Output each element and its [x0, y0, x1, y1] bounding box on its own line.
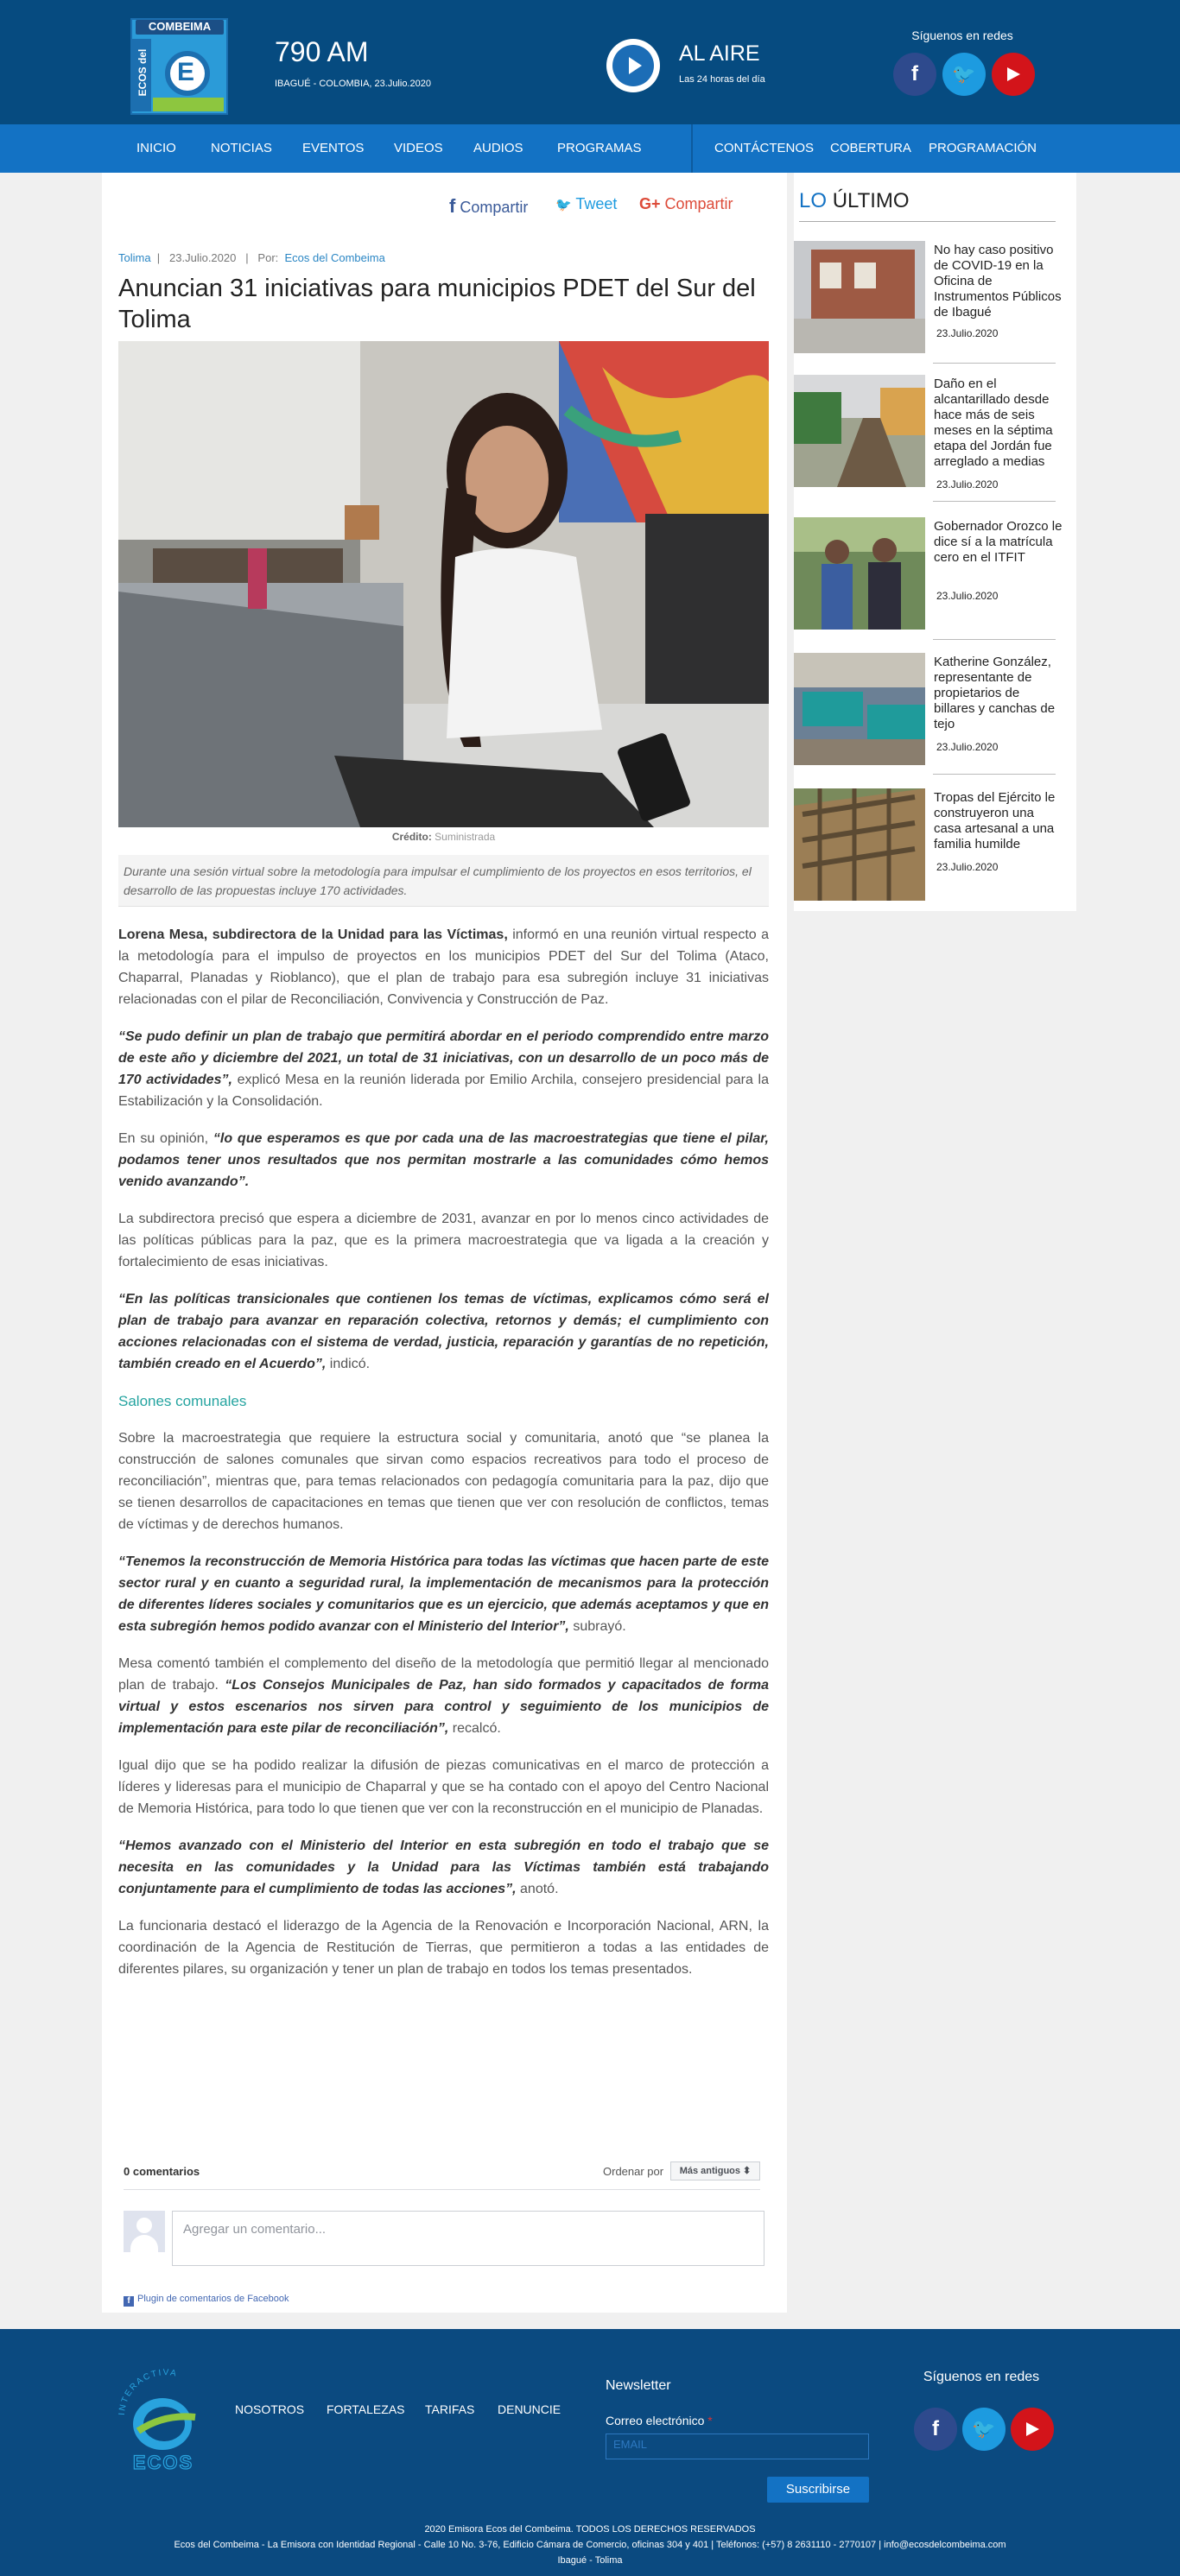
news-title[interactable]: Gobernador Orozco le dice sí a la matrícula cero en el ITFIT — [934, 519, 1063, 565]
nav-contactenos[interactable]: CONTÁCTENOS — [714, 141, 815, 155]
paragraph: En su opinión, “lo que esperamos es que por cada una de las macroestrategias que tiene el pilar, podamos tener unos resultados que nos permitan mostrarle a las comunidades cómo hemos venido avanzando”. — [118, 1131, 770, 1189]
share-google-button[interactable]: G+ Compartir — [639, 195, 733, 212]
facebook-icon[interactable]: f — [893, 53, 936, 96]
address-line: Ecos del Combeima - La Emisora con Identidad Regional - Calle 10 No. 3-76, Edificio Cámara de Comercio, oficinas 304 y 401 | Teléfonos: (+57) 8 2631110 - 2770107 | info@ecosdelcombeima.com — [174, 2540, 1006, 2550]
nav-cobertura[interactable]: COBERTURA — [830, 141, 911, 155]
follow-us-label: Síguenos en redes — [911, 28, 1013, 42]
latest-divider — [799, 221, 1056, 222]
news-date: 23.Julio.2020 — [936, 327, 999, 339]
paragraph: Sobre la macroestrategia que requiere la estructura social y comunitaria, anotó que “se planea la construcción de salones comunales que sirvan como espacios recreativos para todo el proceso de reconciliación”, mientras que, para temas relacionados con pedagogía comunitaria para la paz, dijo que se tienen desarrollos de capacitaciones en temas que tienen que ver con resolución de conflictos, temas de víctimas y de derechos humanos. — [118, 1431, 769, 1532]
paragraph: “Hemos avanzado con el Ministerio del Interior en esta subregión en todo el trabajo que se necesita en las comunidades y la Unidad para las Víctimas también está trabajando conjuntamente para el cumplimiento de todas las acciones”, anotó. — [118, 1839, 769, 1896]
on-air-subtitle: Las 24 horas del día — [679, 74, 765, 85]
news-thumbnail[interactable] — [794, 653, 925, 765]
news-divider — [933, 774, 1056, 775]
logo-side-text: ECOS del — [136, 48, 149, 97]
paragraph: Lorena Mesa, subdirectora de la Unidad para las Víctimas, informó en una reunión virtual respecto a la metodología para el impulso de proyectos en los municipios PDET del Sur del Tolima (Ataco, Chaparral, Planadas y Rioblanco), que el plan de trabajo para esa subregión incluye 31 iniciativas relacionadas con el pilar de Reconciliación, Convivencia y Construcción de Paz. — [118, 927, 769, 1007]
facebook-share-icon: f — [449, 195, 456, 217]
comment-input[interactable]: Agregar un comentario... — [172, 2211, 764, 2266]
article-author[interactable]: Ecos del Combeima — [284, 251, 385, 264]
facebook-small-icon: f — [124, 2296, 134, 2307]
latest-heading: LO ÚLTIMO — [799, 189, 910, 212]
on-air-label[interactable]: AL AIRE — [679, 41, 760, 66]
news-date: 23.Julio.2020 — [936, 741, 999, 753]
latest-item[interactable] — [794, 653, 1062, 774]
city-line: Ibagué - Tolima — [557, 2555, 623, 2566]
paragraph: “En las políticas transicionales que contienen los temas de víctimas, explicamos cómo será el plan de trabajo para avanzar en reparación colectiva, retornos y demás; el cumplimiento con acciones relacionadas con el sistema de verdad, justicia, reparación y garantías de no repetición, también creado en el Acuerdo”, indicó. — [118, 1292, 769, 1371]
news-title[interactable]: No hay caso positivo de COVID-19 en la Oficina de Instrumentos Públicos de Ibagué — [934, 243, 1062, 320]
news-title[interactable]: Katherine González, representante de propietarios de billares y canchas de tejo — [934, 655, 1056, 731]
news-date: 23.Julio.2020 — [936, 861, 999, 873]
share-twitter-button[interactable]: 🐦 Tweet — [555, 195, 618, 212]
location-date: IBAGUÉ - COLOMBIA, 23.Julio.2020 — [275, 79, 431, 89]
article-date: 23.Julio.2020 — [169, 251, 237, 264]
nav-eventos[interactable]: EVENTOS — [302, 141, 365, 155]
nav-divider — [691, 124, 693, 173]
latest-item[interactable] — [794, 517, 1062, 638]
play-icon — [629, 57, 642, 74]
paragraph: “Tenemos la reconstrucción de Memoria Histórica para todas las víctimas que hacen parte de este sector rural y en cuanto a seguridad rural, la implementación de mecanismos para la protección de diferentes líderes sociales y comunitarios que es un ejercicio, que además aceptamos y que en esta subregión hemos podido avanzar con el Ministerio del Interior”, subrayó. — [118, 1554, 769, 1634]
news-title[interactable]: Tropas del Ejército le construyeron una casa artesanal a una familia humilde — [934, 790, 1056, 851]
footer-copyright — [0, 2522, 1180, 2568]
article-meta: Tolima | 23.Julio.2020 | Por: Ecos del Combeima — [118, 251, 385, 264]
news-title[interactable]: Daño en el alcantarillado desde hace más de seis meses en la séptima etapa del Jordán fue arreglado a medias — [934, 377, 1053, 469]
footer-logo[interactable] — [112, 2362, 214, 2474]
logo-emblem-icon — [165, 51, 210, 96]
nav-videos[interactable]: VIDEOS — [394, 141, 443, 155]
logo-side — [132, 39, 151, 111]
comment-count: 0 comentarios — [124, 2165, 200, 2178]
footer-facebook-icon[interactable]: f — [914, 2408, 957, 2451]
footer-nav-nosotros[interactable]: NOSOTROS — [235, 2402, 305, 2416]
footer-nav-denuncie[interactable]: DENUNCIE — [498, 2402, 561, 2416]
facebook-comments-plugin-link[interactable]: f Plugin de comentarios de Facebook — [124, 2294, 289, 2307]
logo-top-text: COMBEIMA — [136, 20, 224, 35]
footer-nav-fortalezas[interactable]: FORTALEZAS — [327, 2402, 405, 2416]
news-divider — [933, 639, 1056, 640]
paragraph: La funcionaria destacó el liderazgo de la Agencia de la Renovación e Incorporación Nacional, ARN, la coordinación de la Agencia de Restitución de Tierras, que permitieron a todas a las entidades de diferentes pilares, su organización y tener un plan de trabajo en todos los temas presentados. — [118, 1919, 769, 1977]
station-frequency: 790 AM — [275, 36, 369, 67]
news-thumbnail[interactable] — [794, 241, 925, 353]
nav-programas[interactable]: PROGRAMAS — [557, 141, 642, 155]
nav-audios[interactable]: AUDIOS — [473, 141, 523, 155]
footer-twitter-icon[interactable]: 🐦 — [962, 2408, 1006, 2451]
paragraph: La subdirectora precisó que espera a diciembre de 2031, avanzar en por lo menos cinco actividades de las políticas públicas para la paz, que es la primera macroestrategia que va ligada a la creación y fortalecimiento de esas iniciativas. — [118, 1212, 769, 1269]
article-category[interactable]: Tolima — [118, 251, 151, 264]
footer-logo-text: ECOS — [132, 2452, 194, 2473]
paragraph: Igual dijo que se ha podido realizar la difusión de piezas comunicativas en el marco de protección a líderes y lideresas para el municipio de Chaparral y que se ha contado con el apoyo del Centro Nacional de Memoria Histórica, para todo lo que tienen que ver con la reconstrucción en el municipio de Planadas. — [118, 1758, 769, 1816]
article-title: Anuncian 31 iniciativas para municipios PDET del Sur del Tolima — [118, 275, 756, 333]
footer-nav-tarifas[interactable]: TARIFAS — [425, 2402, 475, 2416]
email-label: Correo electrónico * — [606, 2414, 713, 2427]
subscribe-button[interactable]: Suscribirse — [767, 2477, 869, 2503]
nav-programacion[interactable]: PROGRAMACIÓN — [929, 141, 1037, 155]
footer-youtube-icon[interactable] — [1011, 2408, 1054, 2451]
photo-illustration — [118, 341, 769, 827]
subheading: Salones comunales — [118, 1393, 247, 1409]
footer-logo-arc-text: INTERACTIVA — [117, 2368, 179, 2416]
site-logo[interactable] — [130, 18, 228, 115]
comments-divider — [124, 2189, 760, 2190]
share-facebook-button[interactable]: f Compartir — [449, 195, 529, 217]
paragraph: “Se pudo definir un plan de trabajo que permitirá abordar en el periodo comprendido entre marzo de este año y diciembre del 2021, un total de 31 iniciativas, con un desarrollo de un poco más de 170 actividades”, explicó Mesa en la reunión liderada por Emilio Archila, consejero presidencial para la Estabilización y la Consolidación. — [118, 1029, 769, 1109]
logo-green-band — [153, 98, 224, 111]
news-divider — [933, 501, 1056, 502]
paragraph: Mesa comentó también el complemento del diseño de la metodología que permitió llegar al mencionado plan de trabajo. “Los Consejos Municipales de Paz, han sido formados y capacitados de forma virtual y estos escenarios nos sirven para control y seguimiento de los municipios de implementación para este pilar de reconciliación”, recalcó. — [118, 1656, 769, 1736]
news-thumbnail[interactable] — [794, 375, 925, 487]
latest-item[interactable] — [794, 241, 1062, 362]
order-label: Ordenar por — [603, 2165, 664, 2178]
required-mark: * — [707, 2414, 713, 2427]
order-select[interactable]: Más antiguos ⬍ — [670, 2161, 760, 2180]
google-plus-icon: G+ — [639, 195, 661, 212]
latest-item[interactable] — [794, 788, 1062, 909]
nav-inicio[interactable]: INICIO — [136, 141, 176, 155]
article-photo — [118, 341, 769, 827]
news-divider — [933, 363, 1056, 364]
news-date: 23.Julio.2020 — [936, 590, 999, 602]
photo-caption: Durante una sesión virtual sobre la metodología para impulsar el cumplimiento de los proyectos en esos territorios, el desarrollo de las propuestas incluye 170 actividades. — [118, 855, 769, 907]
news-thumbnail[interactable] — [794, 517, 925, 630]
footer-follow-label: Síguenos en redes — [923, 2370, 1040, 2384]
news-date: 23.Julio.2020 — [936, 478, 999, 491]
latest-item[interactable] — [794, 375, 1062, 496]
photo-credit: Crédito: Suministrada — [391, 831, 496, 843]
newsletter-title: Newsletter — [606, 2378, 671, 2393]
article-body — [118, 924, 769, 1996]
youtube-icon[interactable] — [992, 53, 1035, 96]
twitter-share-icon: 🐦 — [555, 198, 572, 212]
newsletter-email-field[interactable]: EMAIL — [606, 2434, 869, 2459]
news-thumbnail[interactable] — [794, 788, 925, 901]
copyright-line: 2020 Emisora Ecos del Combeima. TODOS LOS DERECHOS RESERVADOS — [424, 2524, 756, 2535]
avatar — [124, 2211, 165, 2252]
by-label: Por: — [257, 251, 279, 264]
nav-noticias[interactable]: NOTICIAS — [211, 141, 272, 155]
twitter-icon[interactable]: 🐦 — [942, 53, 986, 96]
play-live-button[interactable] — [606, 39, 660, 92]
